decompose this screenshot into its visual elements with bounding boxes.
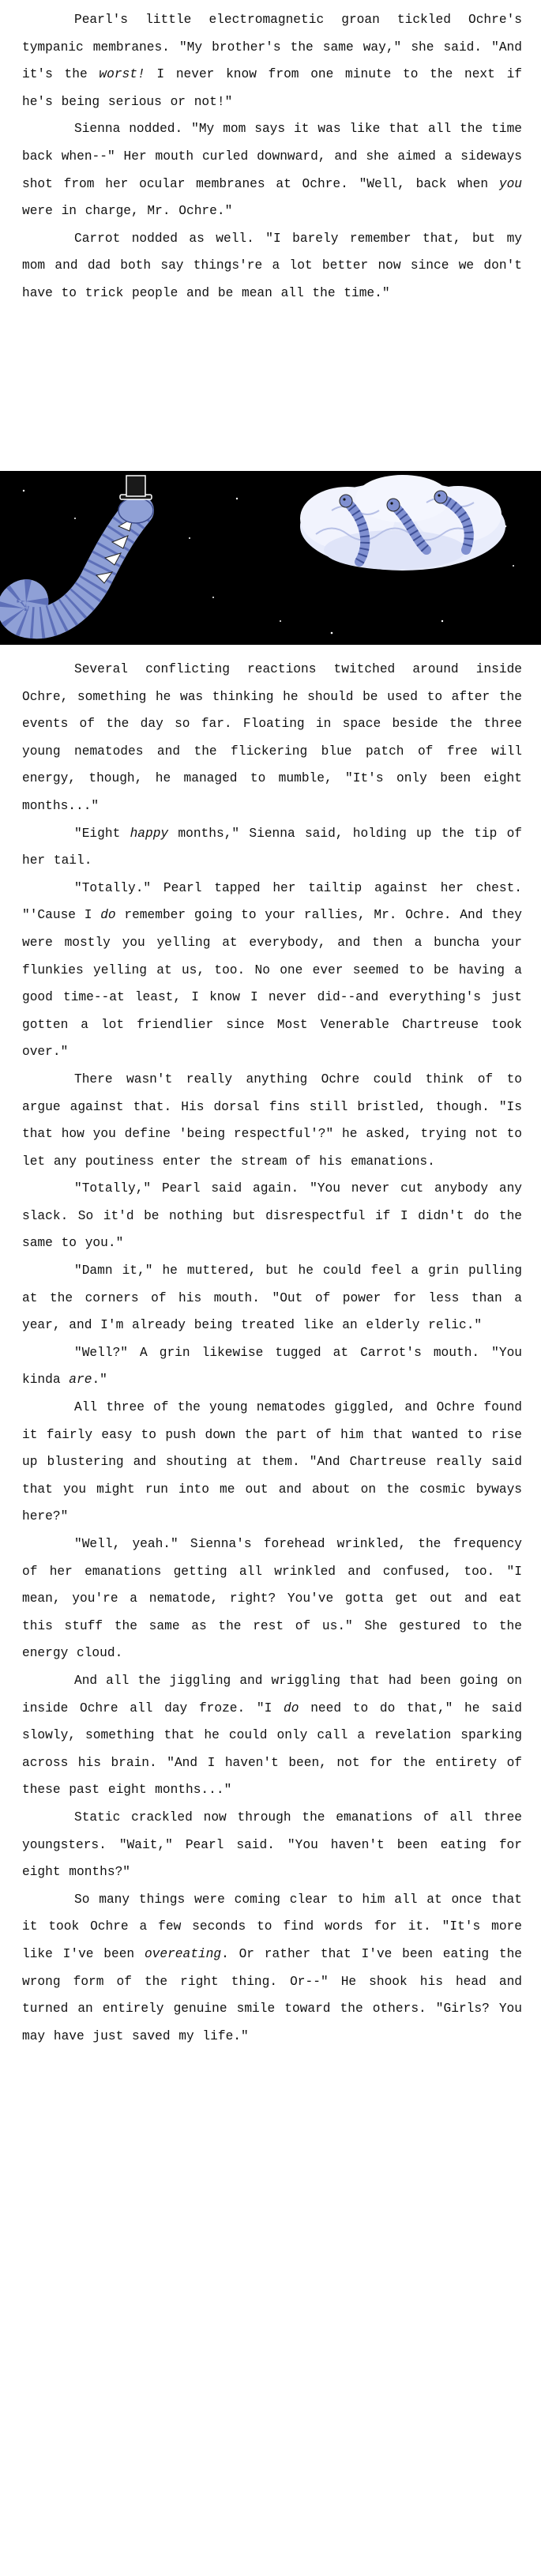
story-paragraph: All three of the young nematodes giggled, and Ochre found it fairly easy to push down the part of him that wanted to rise up blustering and shouting at them. "And Chartreuse really said that you might run into me out and about on the cosmic byways here?" <box>22 1400 522 1524</box>
story-paragraph: Sienna nodded. "My mom says it was like that all the time back when--" Her mouth curled downward, and she aimed a sideways shot from her ocular membranes at Ochre. "Well, back when you were in charge, Mr. Ochre." <box>22 122 523 219</box>
star <box>212 597 214 598</box>
story-paragraph: "Totally," Pearl said again. "You never cut anybody any slack. So it'd be nothing but disrespectful if I didn't do the same to you." <box>22 1181 522 1251</box>
emphasis-text: worst! <box>99 67 145 82</box>
emphasis-text: do <box>272 1700 311 1715</box>
emphasis-text: overeating <box>144 1946 222 1961</box>
ochre-nematode-icon <box>13 476 153 623</box>
star <box>441 620 443 622</box>
star <box>189 537 190 539</box>
star <box>331 632 333 635</box>
star <box>513 565 514 567</box>
story-section-bottom <box>0 645 541 2050</box>
story-paragraph: So many things were coming clear to him all at once that it took Ochre a few seconds to find words for it. "It's more like I've been overeating. Or rather that I've been eating the wrong form of the right thing. Or--" He shook his head and turned an entirely genuine smile toward the others. "Girls? You may have just saved my life." <box>22 1892 523 2043</box>
story-paragraph: And all the jiggling and wriggling that had been going on inside Ochre all day froze. "I do need to do that," he said slowly, something that he could only call a revelation sparking across his brain. "And I haven't been, not for the entirety of these past eight months..." <box>22 1673 522 1798</box>
story-paragraph: "Well, yeah." Sienna's forehead wrinkled, the frequency of her emanations getting all wrinkled and confused, too. "I mean, you're a nematode, right? You've gotta get out and eat this stuff the same as the rest of us." She gestured to the energy cloud. <box>22 1537 522 1661</box>
story-section-top <box>0 0 541 471</box>
story-paragraph: Pearl's little electromagnetic groan tickled Ochre's tympanic membranes. "My brother's the same way," she said. "And it's the worst! I never know from one minute to the next if he's being serious or not!" <box>22 13 522 109</box>
story-paragraph: "Totally." Pearl tapped her tailtip against her chest. "'Cause I do remember going to your rallies, Mr. Ochre. And they were mostly you yelling at everybody, and then a buncha your flunkies yelling at us, too. No one ever seemed to be having a good time--at least, I know I never did--and everything's just gotten a lot friendlier since Most Venerable Chartreuse took over." <box>22 880 522 1060</box>
emphasis-text: happy <box>130 826 169 841</box>
emphasis-text: do <box>92 908 125 923</box>
star <box>23 490 24 491</box>
nematodes-in-space-drawing <box>0 471 541 645</box>
story-paragraph: Several conflicting reactions twitched around inside Ochre, something he was thinking he should be used to after the events of the day so far. Floating in space beside the three young nematodes and the flickering blue patch of free will energy, though, he managed to mumble, "It's only been eight months..." <box>22 662 522 813</box>
top-hat-icon <box>120 476 152 499</box>
space-illustration <box>0 471 541 645</box>
story-paragraph: Static crackled now through the emanations of all three youngsters. "Wait," Pearl said. "You haven't been eating for eight months?" <box>22 1810 522 1880</box>
star <box>74 518 76 519</box>
story-paragraph: There wasn't really anything Ochre could think of to argue against that. His dorsal fins still bristled, though. "Is that how you define 'being respectful'?" he asked, trying not to let any poutiness enter the stream of his emanations. <box>22 1071 522 1169</box>
emphasis-text: you <box>488 176 523 191</box>
story-paragraph: "Damn it," he muttered, but he could feel a grin pulling at the corners of his mouth. "Out of power for less than a year, and I'm already being treated like an elderly relic." <box>22 1264 522 1333</box>
story-paragraph: "Well?" A grin likewise tugged at Carrot's mouth. "You kinda are." <box>22 1345 522 1388</box>
story-paragraph: "Eight happy months," Sienna said, holding up the tip of her tail. <box>22 826 523 868</box>
emphasis-text: are <box>69 1373 92 1388</box>
star <box>236 498 238 499</box>
story-paragraph: Carrot nodded as well. "I barely remember that, but my mom and dad both say things're a lot better now since we don't have to trick people and be mean all the time." <box>22 231 522 300</box>
star <box>280 620 281 622</box>
